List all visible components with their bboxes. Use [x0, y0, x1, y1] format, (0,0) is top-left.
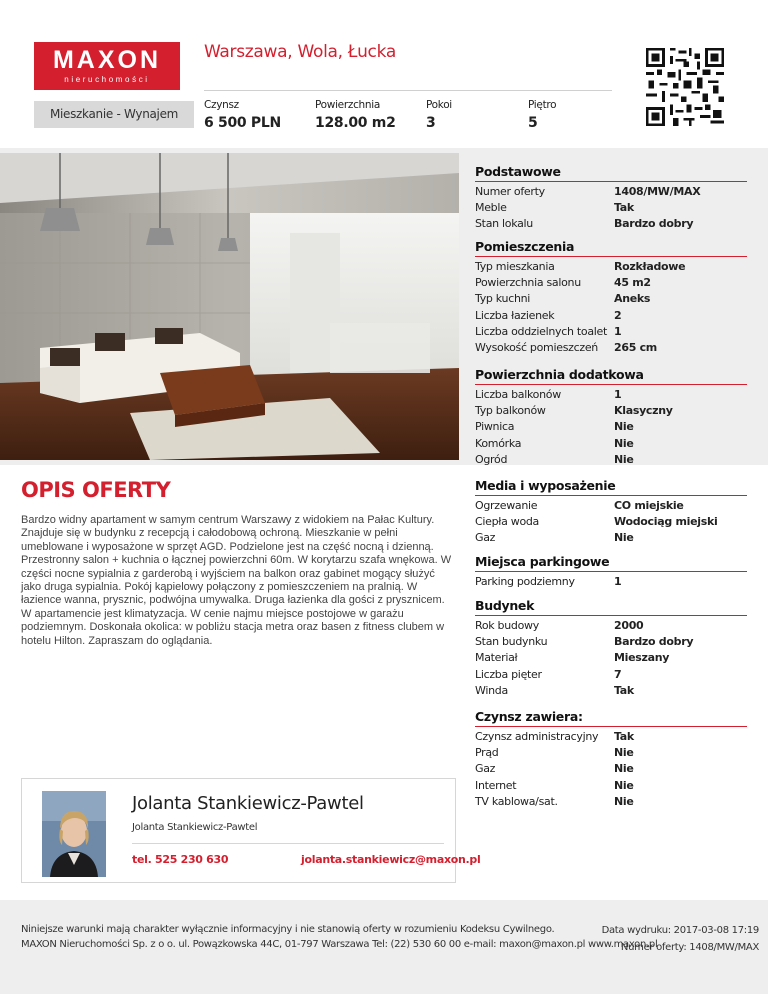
section-pomieszczenia — [475, 239, 747, 356]
footer-legal — [21, 922, 657, 952]
agent-name: Jolanta Stankiewicz-Pawtel — [132, 793, 364, 814]
property-photo — [0, 153, 459, 460]
stat-floor — [528, 99, 556, 131]
detail-value: Rozkładowe — [614, 260, 686, 273]
stat-label: Czynsz — [204, 99, 239, 111]
detail-row — [475, 216, 747, 232]
detail-row — [475, 436, 747, 452]
footer-print-date: Data wydruku: 2017-03-08 17:19 — [601, 925, 759, 936]
detail-label: Wysokość pomieszczeń — [475, 341, 598, 355]
section-title: Pomieszczenia — [475, 239, 747, 257]
logo-sub-text: nieruchomości — [64, 75, 150, 84]
stat-value: 128.00 m2 — [315, 115, 396, 131]
detail-label: Liczba łazienek — [475, 308, 555, 322]
detail-value: 2 — [614, 308, 622, 322]
logo-main-text: MAXON — [52, 46, 162, 74]
detail-label: Gaz — [475, 531, 496, 545]
detail-value: Nie — [614, 762, 634, 776]
detail-value: 2000 — [614, 619, 644, 632]
qr-code-icon — [646, 48, 724, 126]
detail-row — [475, 745, 747, 761]
detail-row — [475, 308, 747, 324]
detail-row — [475, 291, 747, 307]
detail-value: 1408/MW/MAX — [614, 185, 701, 198]
detail-row — [475, 498, 747, 514]
footer-offer-number: Numer oferty: 1408/MW/MAX — [620, 942, 759, 953]
section-title: Powierzchnia dodatkowa — [475, 367, 747, 385]
detail-label: TV kablowa/sat. — [475, 794, 558, 808]
detail-value: Mieszany — [614, 651, 670, 665]
detail-value: Nie — [614, 452, 634, 466]
detail-label: Materiał — [475, 651, 518, 665]
detail-value: 265 cm — [614, 341, 657, 355]
detail-value: CO miejskie — [614, 499, 684, 512]
detail-value: Tak — [614, 683, 634, 697]
detail-row — [475, 530, 747, 546]
section-budynek — [475, 598, 747, 699]
detail-label: Internet — [475, 778, 517, 792]
detail-label: Ogrzewanie — [475, 499, 538, 512]
detail-value: 7 — [614, 667, 622, 681]
detail-row — [475, 761, 747, 777]
section-rows — [475, 385, 747, 468]
detail-value: Nie — [614, 436, 634, 450]
detail-value: Aneks — [614, 292, 651, 306]
description-text: Bardzo widny apartament w samym centrum Warszawy z widokiem na Pałac Kultury. Znajduje się w budynku z recepcją i całodobową ochroną. Mieszkanie w pełni umeblowane i wyposażone w sprzęt AGD. Podzielone jest na część nocną i dzienną. Przestronny salon + kuchnia o łącznej powierzchni 60m. W korytarzu szafa wnękowa. W części nocne sypialnia z garderobą i wyjściem na balkon oraz gabinet mogący służyć jako druga sypialnia. Pokój kąpielowy połączony z pomieszczeniem na pralnią. W łazience wanna, prysznic, podwójna umywalka. Druga łazienka dla gości z prysznicem. W apartamencie jest klimatyzacja. W cenie najmu miejsce postojowe w garażu podziemnym. Doskonała okolica: w pobliżu stacja metra oraz basen z fitness clubem w hotelu Hilton. Zapraszam do oglądania. — [21, 514, 452, 647]
footer-disclaimer: Niniejsze warunki mają charakter wyłącznie informacyjny i nie stanowią oferty w rozumieniu Kodeksu Cywilnego. — [21, 924, 555, 935]
header-divider — [204, 90, 612, 91]
detail-label: Komórka — [475, 436, 522, 450]
detail-value: Bardzo dobry — [614, 635, 694, 649]
detail-label: Prąd — [475, 746, 499, 760]
section-media — [475, 478, 747, 547]
stat-value: 5 — [528, 115, 538, 131]
stat-label: Powierzchnia — [315, 99, 381, 111]
detail-label: Gaz — [475, 762, 496, 776]
detail-value: Nie — [614, 746, 634, 760]
detail-row — [475, 452, 747, 468]
detail-value: 1 — [614, 575, 622, 588]
detail-row — [475, 514, 747, 530]
detail-row — [475, 650, 747, 666]
listing-type-badge: Mieszkanie - Wynajem — [34, 101, 194, 128]
detail-row — [475, 200, 747, 216]
detail-row — [475, 387, 747, 403]
detail-value: Nie — [614, 531, 634, 545]
agent-phone-link[interactable]: tel. 525 230 630 — [132, 853, 229, 866]
section-czynsz-zawiera — [475, 709, 747, 810]
section-rows — [475, 257, 747, 356]
stat-label: Pokoi — [426, 99, 452, 111]
detail-label: Liczba oddzielnych toalet — [475, 324, 607, 338]
detail-row — [475, 403, 747, 419]
detail-label: Czynsz administracyjny — [475, 730, 599, 743]
agent-subtitle: Jolanta Stankiewicz-Pawtel — [132, 822, 258, 833]
detail-row — [475, 275, 747, 291]
detail-label: Liczba balkonów — [475, 388, 561, 401]
section-title: Podstawowe — [475, 164, 747, 182]
detail-row — [475, 259, 747, 275]
detail-label: Liczba pięter — [475, 667, 542, 681]
maxon-logo — [34, 42, 180, 90]
section-parking — [475, 554, 747, 590]
detail-row — [475, 634, 747, 650]
detail-value: Tak — [614, 201, 634, 215]
detail-row — [475, 667, 747, 683]
detail-row — [475, 794, 747, 810]
footer — [0, 900, 768, 994]
agent-avatar — [42, 791, 106, 877]
footer-company: MAXON Nieruchomości Sp. z o o. ul. Powązkowska 44C, 01-797 Warszawa Tel: (22) 530 60 00 e-mail: maxon@maxon.pl www.maxon.pl — [21, 939, 658, 950]
section-title: Budynek — [475, 598, 747, 616]
detail-row — [475, 683, 747, 699]
detail-label: Rok budowy — [475, 619, 539, 632]
agent-email-link[interactable]: jolanta.stankiewicz@maxon.pl — [301, 853, 481, 866]
section-rows — [475, 572, 747, 590]
section-rows — [475, 727, 747, 810]
detail-row — [475, 729, 747, 745]
section-powierzchnia-dodatkowa — [475, 367, 747, 468]
detail-label: Winda — [475, 683, 508, 697]
detail-row — [475, 574, 747, 590]
section-title: Czynsz zawiera: — [475, 709, 747, 727]
stat-value: 3 — [426, 115, 436, 131]
detail-label: Powierzchnia salonu — [475, 276, 581, 290]
section-title: Miejsca parkingowe — [475, 554, 747, 572]
section-rows — [475, 182, 747, 233]
detail-value: 1 — [614, 388, 622, 401]
detail-label: Stan lokalu — [475, 217, 533, 231]
detail-value: Nie — [614, 794, 634, 808]
detail-value: Wodociąg miejski — [614, 515, 718, 529]
detail-label: Typ mieszkania — [475, 260, 555, 273]
section-rows — [475, 616, 747, 699]
detail-label: Stan budynku — [475, 635, 548, 649]
description-title: OPIS OFERTY — [21, 478, 171, 502]
section-title: Media i wyposażenie — [475, 478, 747, 496]
detail-value: Nie — [614, 778, 634, 792]
stat-label: Piętro — [528, 99, 557, 111]
agent-divider — [132, 843, 444, 844]
detail-label: Meble — [475, 201, 507, 215]
detail-value: Klasyczny — [614, 404, 673, 418]
detail-label: Ogród — [475, 452, 508, 466]
detail-value: Bardzo dobry — [614, 217, 694, 231]
detail-label: Typ balkonów — [475, 404, 546, 418]
detail-row — [475, 324, 747, 340]
detail-value: Tak — [614, 730, 634, 743]
detail-label: Piwnica — [475, 420, 515, 434]
detail-label: Numer oferty — [475, 185, 545, 198]
detail-label: Parking podziemny — [475, 575, 575, 588]
detail-row — [475, 618, 747, 634]
detail-row — [475, 419, 747, 435]
stat-rooms — [426, 99, 452, 131]
stat-area — [315, 99, 396, 131]
detail-row — [475, 340, 747, 356]
section-podstawowe — [475, 164, 747, 233]
agent-card — [21, 778, 481, 883]
stat-rent — [204, 99, 281, 131]
section-rows — [475, 496, 747, 547]
detail-value: 1 — [614, 324, 622, 338]
detail-row — [475, 778, 747, 794]
stat-value: 6 500 PLN — [204, 115, 281, 131]
detail-label: Ciepła woda — [475, 515, 539, 529]
detail-row — [475, 184, 747, 200]
detail-value: Nie — [614, 420, 634, 434]
footer-meta — [602, 922, 759, 956]
property-address: Warszawa, Wola, Łucka — [204, 42, 396, 62]
detail-label: Typ kuchni — [475, 292, 531, 306]
detail-value: 45 m2 — [614, 276, 651, 290]
